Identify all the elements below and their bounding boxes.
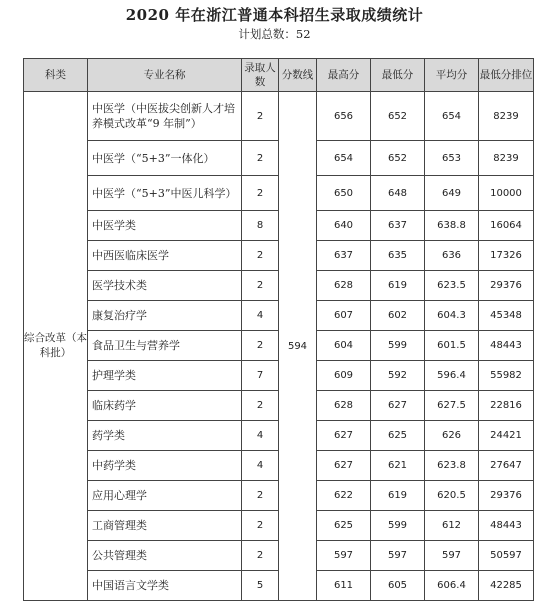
avg-cell: 612: [425, 511, 479, 541]
min-cell: 652: [371, 141, 425, 176]
max-cell: 627: [317, 451, 371, 481]
major-cell: 食品卫生与营养学: [88, 331, 242, 361]
min-cell: 652: [371, 92, 425, 141]
min-cell: 605: [371, 571, 425, 601]
major-cell: 医学技术类: [88, 271, 242, 301]
rank-cell: 48443: [479, 331, 534, 361]
max-cell: 607: [317, 301, 371, 331]
major-cell: 中西医临床医学: [88, 241, 242, 271]
avg-cell: 623.8: [425, 451, 479, 481]
cutoff-cell: 594: [279, 92, 317, 601]
min-cell: 621: [371, 451, 425, 481]
max-cell: 640: [317, 211, 371, 241]
admitted-cell: 5: [242, 571, 279, 601]
admitted-cell: 2: [242, 481, 279, 511]
major-cell: 中医学类: [88, 211, 242, 241]
max-cell: 654: [317, 141, 371, 176]
max-cell: 609: [317, 361, 371, 391]
major-cell: 药学类: [88, 421, 242, 451]
major-cell: 公共管理类: [88, 541, 242, 571]
avg-cell: 653: [425, 141, 479, 176]
header-row: [24, 59, 534, 92]
max-cell: 637: [317, 241, 371, 271]
min-cell: 602: [371, 301, 425, 331]
header-admitted: 录取人数: [242, 59, 279, 92]
min-cell: 627: [371, 391, 425, 421]
header-category: 科类: [24, 59, 88, 92]
max-cell: 656: [317, 92, 371, 141]
major-cell: 临床药学: [88, 391, 242, 421]
table-row: [24, 92, 534, 141]
avg-cell: 601.5: [425, 331, 479, 361]
avg-cell: 638.8: [425, 211, 479, 241]
admitted-cell: 7: [242, 361, 279, 391]
rank-cell: 10000: [479, 176, 534, 211]
admitted-cell: 4: [242, 451, 279, 481]
min-cell: 635: [371, 241, 425, 271]
max-cell: 597: [317, 541, 371, 571]
avg-cell: 596.4: [425, 361, 479, 391]
major-cell: 中药学类: [88, 451, 242, 481]
rank-cell: 22816: [479, 391, 534, 421]
admission-table: [23, 58, 534, 601]
admitted-cell: 2: [242, 176, 279, 211]
header-avg: 平均分: [425, 59, 479, 92]
rank-cell: 17326: [479, 241, 534, 271]
major-cell: 中国语言文学类: [88, 571, 242, 601]
max-cell: 627: [317, 421, 371, 451]
max-cell: 622: [317, 481, 371, 511]
avg-cell: 649: [425, 176, 479, 211]
min-cell: 625: [371, 421, 425, 451]
major-cell: 康复治疗学: [88, 301, 242, 331]
min-cell: 599: [371, 511, 425, 541]
min-cell: 597: [371, 541, 425, 571]
major-cell: 中医学（“5+3”中医儿科学）: [88, 176, 242, 211]
min-cell: 592: [371, 361, 425, 391]
rank-cell: 29376: [479, 271, 534, 301]
admitted-cell: 2: [242, 241, 279, 271]
min-cell: 619: [371, 481, 425, 511]
rank-cell: 8239: [479, 141, 534, 176]
admitted-cell: 2: [242, 391, 279, 421]
major-cell: 应用心理学: [88, 481, 242, 511]
admitted-cell: 2: [242, 92, 279, 141]
admitted-cell: 2: [242, 511, 279, 541]
max-cell: 628: [317, 271, 371, 301]
header-rank: 最低分排位: [479, 59, 534, 92]
major-cell: 中医学（中医拔尖创新人才培养模式改革“9 年制”）: [88, 92, 242, 141]
major-cell: 工商管理类: [88, 511, 242, 541]
major-cell: 护理学类: [88, 361, 242, 391]
max-cell: 604: [317, 331, 371, 361]
rank-cell: 16064: [479, 211, 534, 241]
admitted-cell: 2: [242, 141, 279, 176]
rank-cell: 24421: [479, 421, 534, 451]
avg-cell: 604.3: [425, 301, 479, 331]
min-cell: 599: [371, 331, 425, 361]
min-cell: 648: [371, 176, 425, 211]
page-title: 2020 年在浙江普通本科招生录取成绩统计: [125, 6, 424, 24]
avg-cell: 636: [425, 241, 479, 271]
avg-cell: 626: [425, 421, 479, 451]
max-cell: 628: [317, 391, 371, 421]
admitted-cell: 4: [242, 421, 279, 451]
rank-cell: 29376: [479, 481, 534, 511]
header-max: 最高分: [317, 59, 371, 92]
avg-cell: 654: [425, 92, 479, 141]
header-min: 最低分: [371, 59, 425, 92]
avg-cell: 606.4: [425, 571, 479, 601]
admitted-cell: 4: [242, 301, 279, 331]
rank-cell: 45348: [479, 301, 534, 331]
header-major: 专业名称: [88, 59, 242, 92]
admitted-cell: 2: [242, 541, 279, 571]
min-cell: 637: [371, 211, 425, 241]
major-cell: 中医学（“5+3”一体化）: [88, 141, 242, 176]
table-body: [24, 92, 534, 601]
min-cell: 619: [371, 271, 425, 301]
category-cell: 综合改革（本科批）: [24, 92, 88, 601]
admitted-cell: 8: [242, 211, 279, 241]
avg-cell: 620.5: [425, 481, 479, 511]
rank-cell: 48443: [479, 511, 534, 541]
header-cutoff: 分数线: [279, 59, 317, 92]
rank-cell: 55982: [479, 361, 534, 391]
max-cell: 625: [317, 511, 371, 541]
rank-cell: 27647: [479, 451, 534, 481]
avg-cell: 627.5: [425, 391, 479, 421]
avg-cell: 597: [425, 541, 479, 571]
admitted-cell: 2: [242, 271, 279, 301]
admitted-cell: 2: [242, 331, 279, 361]
plan-total: 计划总数：52: [238, 27, 311, 41]
rank-cell: 42285: [479, 571, 534, 601]
rank-cell: 50597: [479, 541, 534, 571]
rank-cell: 8239: [479, 92, 534, 141]
avg-cell: 623.5: [425, 271, 479, 301]
max-cell: 650: [317, 176, 371, 211]
max-cell: 611: [317, 571, 371, 601]
